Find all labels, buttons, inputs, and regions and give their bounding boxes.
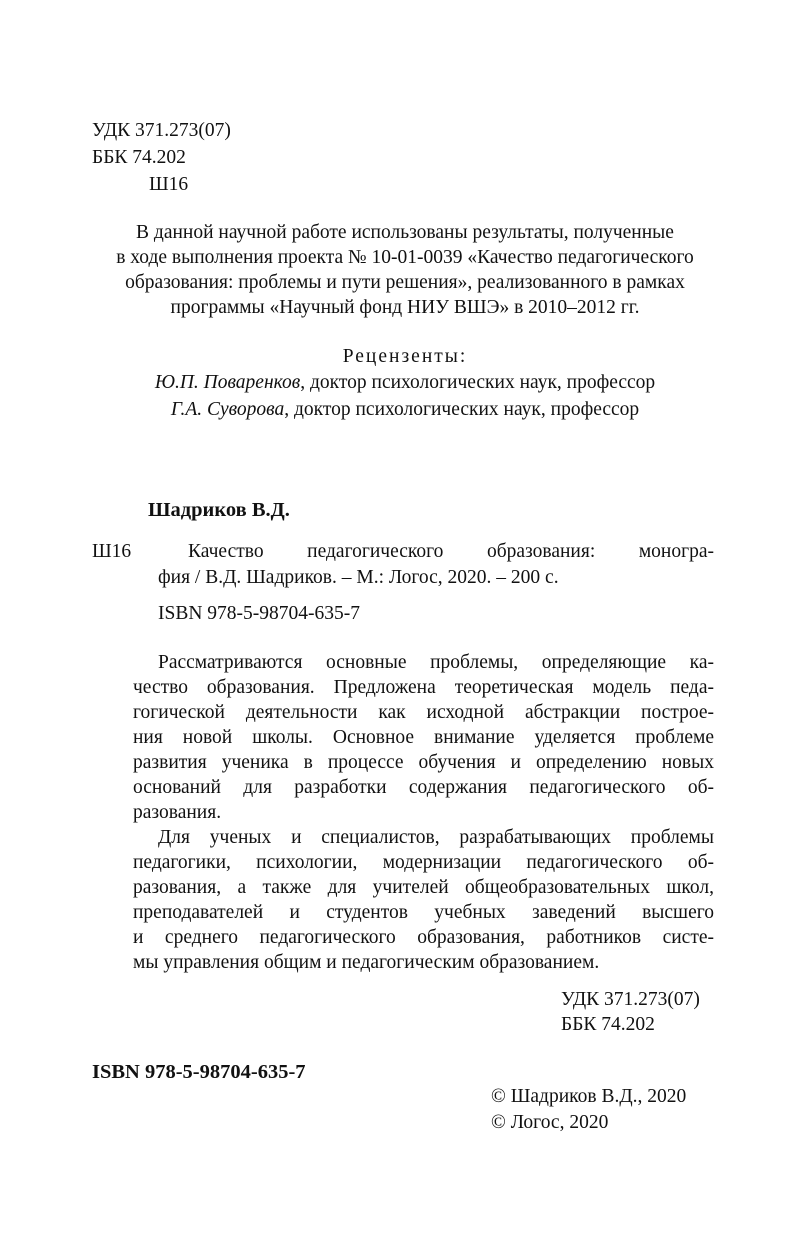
bib-line: Качество педагогического образования: моногра- bbox=[188, 541, 714, 562]
abstract-line: гогической деятельности как исходной абстракции построе- bbox=[133, 702, 714, 723]
udk-code: УДК 371.273(07) bbox=[92, 120, 231, 141]
copyright-publisher: © Логос, 2020 bbox=[491, 1112, 609, 1133]
reviewer-2 bbox=[80, 397, 730, 422]
reviewer-1 bbox=[80, 370, 730, 395]
abstract-line: чество образования. Предложена теоретическая модель педа- bbox=[133, 677, 714, 698]
grant-note-line: в ходе выполнения проекта № 10-01-0039 «Качество педагогического bbox=[116, 247, 694, 268]
abstract-line: и среднего педагогического образования, работников систе- bbox=[133, 927, 714, 948]
abstract-line: Рассматриваются основные проблемы, определяющие ка- bbox=[158, 652, 714, 673]
bib-description bbox=[188, 539, 714, 564]
grant-note-line: В данной научной работе использованы результаты, полученные bbox=[136, 222, 674, 243]
reviewer-details: , доктор психологических наук, профессор bbox=[300, 372, 656, 393]
footer-isbn: ISBN 978-5-98704-635-7 bbox=[92, 1061, 306, 1083]
abstract-line: оснований для разработки содержания педагогического об- bbox=[133, 777, 714, 798]
footer-bbk: ББК 74.202 bbox=[561, 1014, 655, 1035]
abstract-line: мы управления общим и педагогическим образованием. bbox=[133, 952, 600, 973]
grant-note-line: программы «Научный фонд НИУ ВШЭ» в 2010–2012 гг. bbox=[170, 297, 640, 318]
abstract-line: развития ученика в процессе обучения и определению новых bbox=[133, 752, 714, 773]
bib-isbn: ISBN 978-5-98704-635-7 bbox=[158, 603, 361, 624]
author-mark: Ш16 bbox=[149, 174, 189, 195]
grant-note-line: образования: проблемы и пути решения», реализованного в рамках bbox=[125, 272, 685, 293]
author-heading: Шадриков В.Д. bbox=[148, 499, 290, 521]
abstract-line: Для ученых и специалистов, разрабатывающих проблемы bbox=[158, 827, 714, 848]
abstract-line: разования, а также для учителей общеобразовательных школ, bbox=[133, 877, 714, 898]
reviewer-name: Ю.П. Поваренков bbox=[154, 372, 301, 393]
bib-code: Ш16 bbox=[92, 541, 132, 562]
abstract-line: преподавателей и студентов учебных заведений высшего bbox=[133, 902, 714, 923]
reviewers-heading: Рецензенты: bbox=[342, 346, 468, 367]
reviewer-details: , доктор психологических наук, профессор bbox=[284, 399, 640, 420]
abstract-line: разования. bbox=[133, 802, 222, 823]
copyright-author: © Шадриков В.Д., 2020 bbox=[491, 1086, 687, 1107]
abstract-line: ния новой школы. Основное внимание уделяется проблеме bbox=[133, 727, 714, 748]
abstract-line: педагогики, психологии, модернизации педагогического об- bbox=[133, 852, 714, 873]
bbk-code: ББК 74.202 bbox=[92, 147, 186, 168]
bib-line-2: фия / В.Д. Шадриков. – М.: Логос, 2020. – 200 с. bbox=[158, 567, 559, 588]
footer-udk: УДК 371.273(07) bbox=[561, 989, 700, 1010]
abstract bbox=[133, 650, 714, 975]
grant-note bbox=[80, 220, 730, 320]
reviewer-name: Г.А. Суворова bbox=[170, 399, 285, 420]
